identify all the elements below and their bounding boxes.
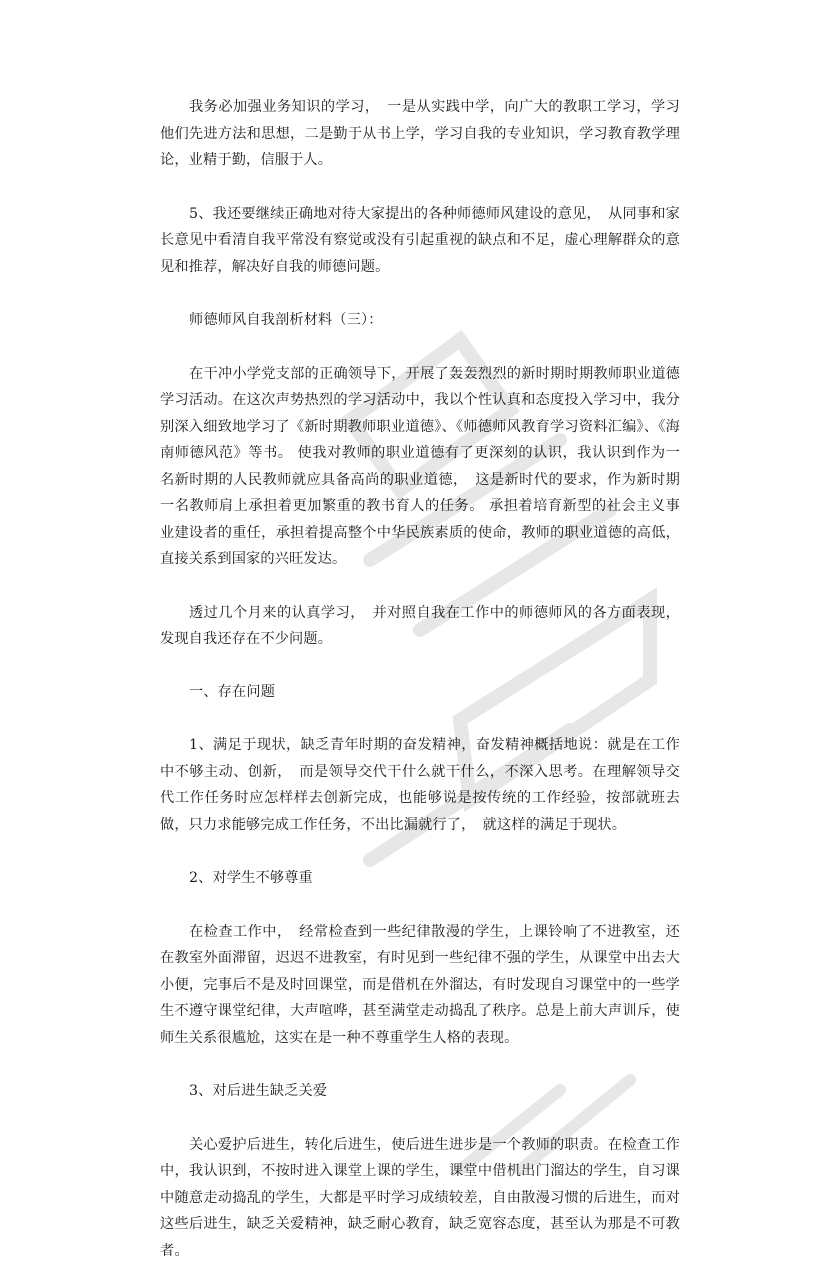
document-body — [160, 94, 680, 1264]
section-heading-material-3: 师德师风自我剖析材料（三）： — [160, 307, 680, 334]
heading-existing-problems: 一、存在问题 — [160, 679, 680, 706]
heading-problem-2: 2、对学生不够尊重 — [160, 865, 680, 892]
paragraph-study-business: 我务必加强业务知识的学习， 一是从实践中学，向广大的教职工学习，学习他们先进方法和思想，二是勤于从书上学，学习自我的专业知识，学习教育教学理论，业精于勤，信服于人。 — [160, 94, 680, 174]
paragraph-problem-1: 1、满足于现状，缺乏青年时期的奋发精神，奋发精神概括地说：就是在工作中不够主动、创新， 而是领导交代干什么就干什么，不深入思考。在理解领导交代工作任务时应怎样样去创新完成，也能够说是按传统的工作经验，按部就班去做，只力求能够完成工作任务，不出比漏就行了， 就这样的满足于现状。 — [160, 732, 680, 838]
paragraph-problem-2: 在检查工作中， 经常检查到一些纪律散漫的学生，上课铃响了不进教室，还在教室外面滞留，迟迟不进教室，有时见到一些纪律不强的学生，从课堂中出去大小便，完事后不是及时回课堂，而是借机在外溜达，有时发现自习课堂中的一些学生不遵守课堂纪律，大声喧哗，甚至满堂走动捣乱了秩序。总是上前大声训斥，使师生关系很尴尬，这实在是一种不尊重学生人格的表现。 — [160, 919, 680, 1052]
paragraph-problem-3: 关心爱护后进生，转化后进生，使后进生进步是一个教师的职责。在检查工作中，我认识到，不按时进入课堂上课的学生，课堂中借机出门溜达的学生，自习课中随意走动捣乱的学生，大都是平时学习成绩较差，自由散漫习惯的后进生，而对这些后进生，缺乏关爱精神，缺乏耐心教育，缺乏宽容态度，甚至认为那是不可教者。 — [160, 1132, 680, 1264]
paragraph-self-reflection: 透过几个月来的认真学习， 并对照自我在工作中的师德师风的各方面表现，发现自我还存在不少问题。 — [160, 600, 680, 653]
paragraph-introduction: 在干冲小学党支部的正确领导下，开展了轰轰烈烈的新时期时期教师职业道德学习活动。在这次声势热烈的学习活动中，我以个性认真和态度投入学习中，我分别深入细致地学习了《新时期教师职业道德》、《师德师风教育学习资料汇编》、《海南师德风范》等书。 使我对教师的职业道德有了更深刻的认识，我认识到作为一名新时期的人民教师就应具备高尚的职业道德， 这是新时代的要求，作为新时期一名教师肩上承担着更加繁重的教书育人的任务。 承担着培育新型的社会主义事业建设者的重任，承担着提高整个中华民族素质的使命，教师的职业道德的高低，直接关系到国家的兴旺发达。 — [160, 361, 680, 573]
heading-problem-3: 3、对后进生缺乏关爱 — [160, 1078, 680, 1105]
paragraph-item-5: 5、我还要继续正确地对待大家提出的各种师德师风建设的意见， 从同事和家长意见中看清自我平常没有察觉或没有引起重视的缺点和不足，虚心理解群众的意见和推荐，解决好自我的师德问题。 — [160, 201, 680, 281]
